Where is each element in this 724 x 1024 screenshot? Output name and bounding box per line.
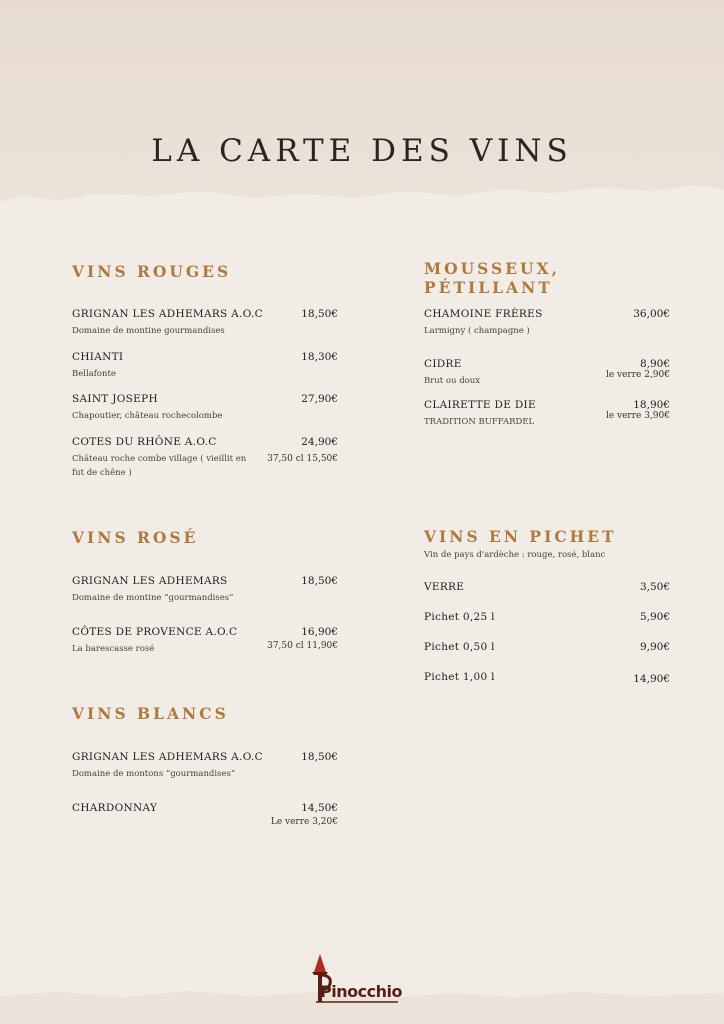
wine-price: 18,50€: [301, 751, 338, 763]
wine-name: CIDRE: [424, 358, 462, 370]
wine-price-secondary: le verre 2,90€: [605, 370, 670, 380]
section-vins-rose: [72, 528, 338, 668]
wine-item: [72, 802, 338, 827]
pichet-name: Pichet 0,50 l: [424, 641, 495, 653]
section-title: VINS ROUGES: [72, 262, 232, 281]
wine-name: CLAIRETTE DE DIE: [424, 399, 536, 411]
wine-item: [72, 351, 338, 381]
wine-name: GRIGNAN LES ADHEMARS: [72, 575, 228, 587]
wine-price-secondary: 37,50 cl 11,90€: [267, 641, 338, 651]
section-vins-blancs: [72, 704, 338, 834]
wine-description: Domaine de montons “gourmandises”: [72, 769, 236, 779]
section-title: VINS ROSÉ: [72, 528, 199, 547]
pichet-item: [424, 671, 670, 683]
wine-name: COTES DU RHÔNE A.O.C: [72, 436, 217, 448]
wine-price: 14,50€: [301, 802, 338, 814]
wine-description: Bellafonte: [72, 369, 116, 379]
pichet-price: 9,90€: [639, 641, 670, 653]
wine-name: GRIGNAN LES ADHEMARS A.O.C: [72, 308, 263, 320]
wine-description: Château roche combe village ( vieillit en fut de chêne ): [72, 454, 247, 478]
wine-price: 18,90€: [633, 399, 670, 411]
pinocchio-logo: [306, 952, 406, 1008]
pichet-price: 3,50€: [639, 581, 670, 593]
wine-item: [72, 626, 338, 656]
logo-text: Pinocchio: [320, 982, 402, 1001]
pichet-name: Pichet 0,25 l: [424, 611, 495, 623]
wine-name: CHIANTI: [72, 351, 124, 363]
wine-name: CHAMOINE FRÈRES: [424, 308, 543, 320]
wine-price: 18,50€: [301, 308, 338, 320]
wine-price: 16,90€: [301, 626, 338, 638]
wine-item: [72, 393, 338, 423]
wine-price: 27,90€: [301, 393, 338, 405]
wine-description: Domaine de montine “gourmandises”: [72, 593, 234, 603]
wine-price: 18,30€: [301, 351, 338, 363]
wine-item: [72, 575, 338, 605]
wine-name: CHARDONNAY: [72, 802, 158, 814]
wine-description: Brut ou doux: [424, 376, 481, 386]
wine-price-secondary: 37,50 cl 15,50€: [267, 454, 338, 464]
wine-description: La barescasse rosé: [72, 644, 155, 654]
wine-description: Chapoutier, château rochecolombe: [72, 411, 223, 421]
wine-item: [424, 399, 670, 429]
section-vins-rouges: [72, 262, 338, 492]
pichet-item: [424, 641, 670, 653]
wine-item: [424, 308, 670, 338]
section-mousseux: [424, 259, 670, 439]
wine-item: [72, 751, 338, 781]
wine-name: GRIGNAN LES ADHEMARS A.O.C: [72, 751, 263, 763]
wine-price: 8,90€: [639, 358, 670, 370]
pichet-name: Pichet 1,00 l: [424, 671, 495, 683]
wine-price: 36,00€: [633, 308, 670, 320]
wine-price: 18,50€: [301, 575, 338, 587]
pichet-item: [424, 611, 670, 623]
pichet-price: 5,90€: [639, 611, 670, 623]
wine-price: 24,90€: [301, 436, 338, 448]
pichet-name: VERRE: [424, 581, 465, 593]
section-title: MOUSSEUX, PÉTILLANT: [424, 259, 560, 297]
wine-price-secondary: Le verre 3,20€: [270, 817, 338, 827]
wine-price-secondary: le verre 3,90€: [605, 411, 670, 421]
pichet-price: 14,90€: [633, 673, 670, 685]
wine-name: CÔTES DE PROVENCE A.O.C: [72, 626, 238, 638]
wine-name: SAINT JOSEPH: [72, 393, 158, 405]
wine-description: TRADITION BUFFARDEL: [424, 417, 535, 427]
wine-item: [72, 308, 338, 338]
section-title: VINS EN PICHET: [424, 527, 617, 546]
pichet-item: [424, 581, 670, 593]
section-vins-en-pichet: [424, 527, 670, 697]
section-subtitle: Vin de pays d'ardèche : rouge, rosé, blanc: [424, 550, 606, 560]
wine-item: [424, 358, 670, 388]
wine-item: [72, 436, 338, 480]
page-title: LA CARTE DES VINS: [151, 132, 573, 169]
section-title: VINS BLANCS: [72, 704, 229, 723]
wine-description: Domaine de montine gourmandises: [72, 326, 225, 336]
wine-description: Larmigny ( champagne ): [424, 326, 530, 336]
